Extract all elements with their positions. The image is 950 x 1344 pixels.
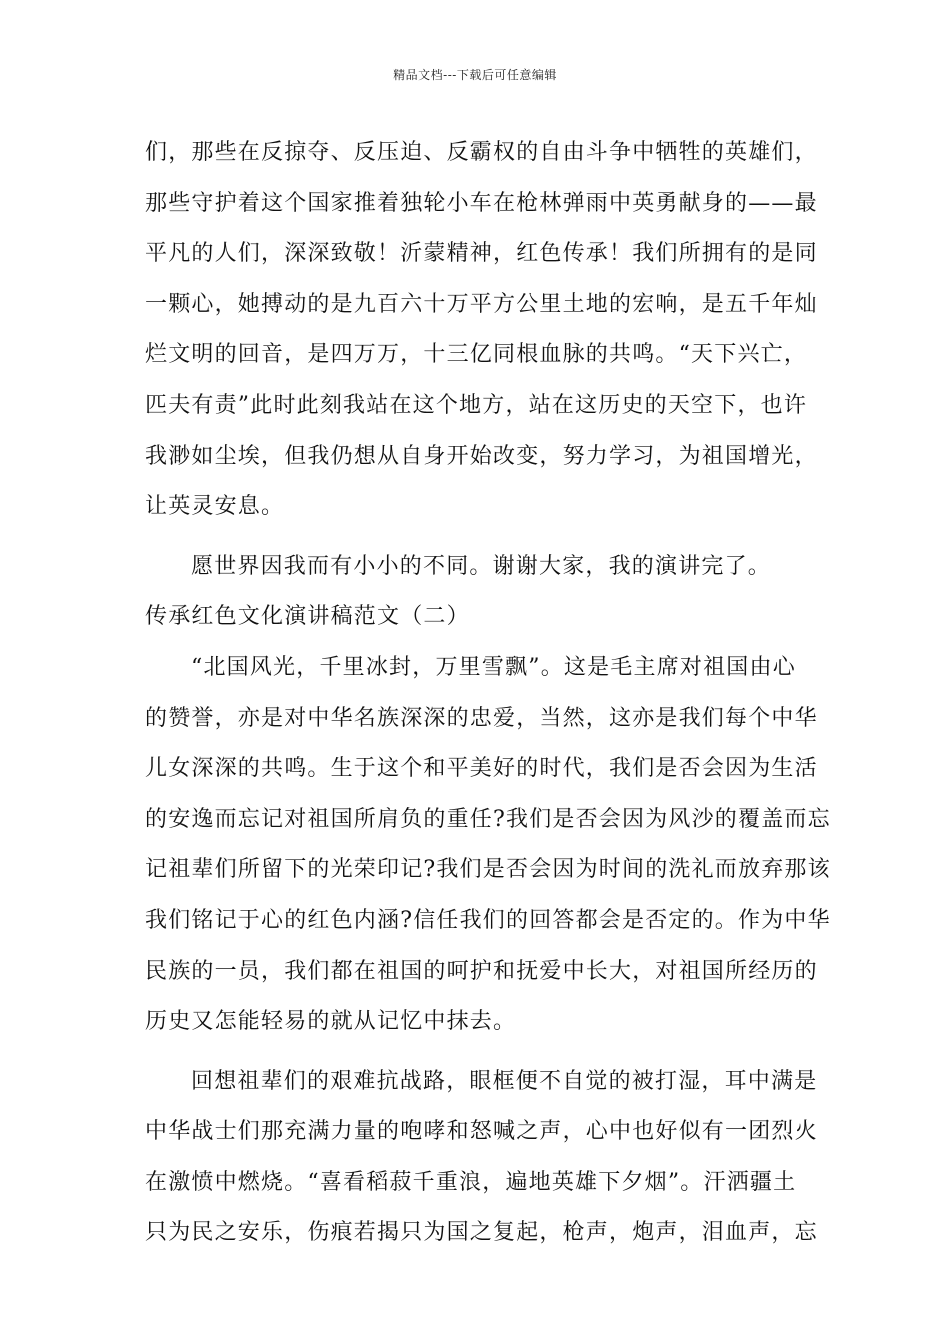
text-line: 在激愤中燃烧。“喜看稻菽千重浪，遍地英雄下夕烟”。汗洒疆土 <box>145 1169 797 1195</box>
text-line: “北国风光，千里冰封，万里雪飘”。这是毛主席对祖国由心 <box>191 654 796 680</box>
paragraph <box>145 643 831 1048</box>
paragraph <box>145 542 809 593</box>
text-line: 中华战士们那充满力量的咆哮和怒喊之声，心中也好似有一团烈火 <box>145 1119 818 1145</box>
text-line: 的安逸而忘记对祖国所肩负的重任?我们是否会因为风沙的覆盖而忘 <box>145 806 831 832</box>
text-line: 儿女深深的共鸣。生于这个和平美好的时代，我们是否会因为生活 <box>145 756 818 782</box>
text-line: 平凡的人们，深深致敬！沂蒙精神，红色传承！我们所拥有的是同 <box>145 241 818 267</box>
text-line: 让英灵安息。 <box>145 494 285 520</box>
text-line: 只为民之安乐，伤痕若揭只为国之复起，枪声，炮声，泪血声，忘 <box>145 1220 818 1246</box>
text-line: 我们铭记于心的红色内涵?信任我们的回答都会是否定的。作为中华 <box>145 907 831 933</box>
text-line: 传承红色文化演讲稿范文（二） <box>145 604 470 630</box>
text-line: 的赞誉，亦是对中华名族深深的忠爱，当然，这亦是我们每个中华 <box>145 705 818 731</box>
text-line: 那些守护着这个国家推着独轮小车在枪林弹雨中英勇献身的——最 <box>145 190 818 216</box>
section-title <box>145 592 809 643</box>
page-header: 精品文档---下载后可任意编辑 <box>393 68 557 82</box>
text-line: 历史又怎能轻易的就从记忆中抹去。 <box>145 1009 517 1035</box>
text-line: 一颗心，她搏动的是九百六十万平方公里土地的宏响，是五千年灿 <box>145 291 818 317</box>
text-line: 记祖辈们所留下的光荣印记?我们是否会因为时间的洗礼而放弃那该 <box>145 857 831 883</box>
text-line: 愿世界因我而有小小的不同。谢谢大家，我的演讲完了。 <box>191 553 772 579</box>
paragraph <box>145 1057 818 1259</box>
text-line: 回想祖辈们的艰难抗战路，眼框便不自觉的被打湿，耳中满是 <box>191 1068 818 1094</box>
text-line: 们，那些在反掠夺、反压迫、反霸权的自由斗争中牺牲的英雄们， <box>145 140 818 165</box>
text-line: 我渺如尘埃，但我仍想从自身开始改变，努力学习，为祖国增光， <box>145 443 818 469</box>
paragraph <box>145 128 818 533</box>
text-line: 匹夫有责”此时此刻我站在这个地方，站在这历史的天空下，也许 <box>145 392 808 418</box>
text-line: 民族的一员，我们都在祖国的呵护和抚爱中长大，对祖国所经历的 <box>145 958 818 984</box>
text-line: 烂文明的回音，是四万万，十三亿同根血脉的共鸣。“天下兴亡， <box>145 342 808 368</box>
document-body <box>145 128 831 1259</box>
